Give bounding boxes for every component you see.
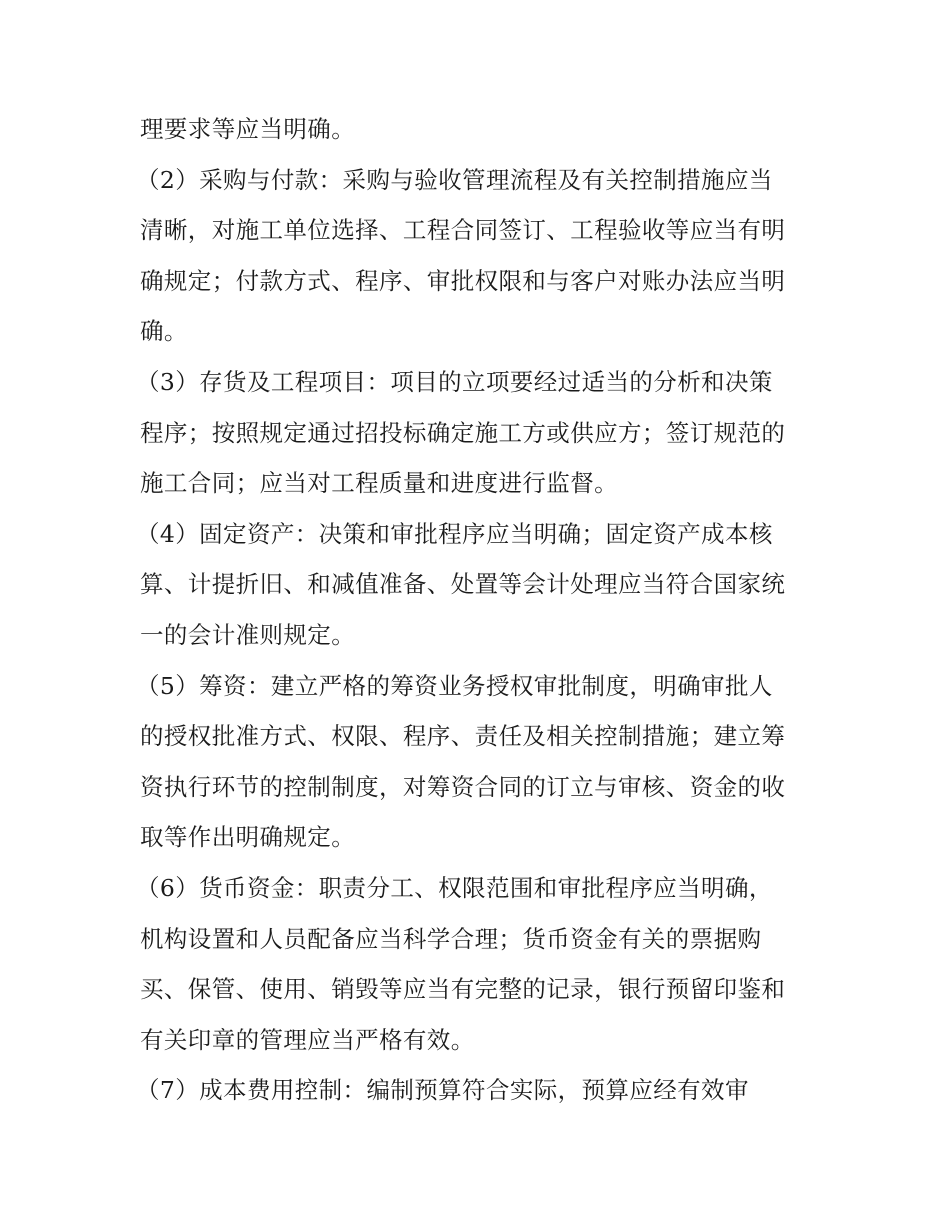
text-line: 取等作出明确规定。	[140, 823, 356, 852]
text-line: 确规定；付款方式、程序、审批权限和与客户对账办法应当明	[140, 266, 786, 295]
text-line: 一的会计准则规定。	[140, 620, 356, 649]
item-5-line: （5）筹资：建立严格的筹资业务授权审批制度，明确审批人	[136, 671, 773, 700]
text-line: 施工合同；应当对工程质量和进度进行监督。	[140, 469, 618, 498]
text-line: 算、计提折旧、和减值准备、处置等会计处理应当符合国家统	[140, 570, 786, 599]
text-line: 买、保管、使用、销毁等应当有完整的记录，银行预留印鉴和	[140, 975, 786, 1004]
text-line: 确。	[140, 317, 188, 346]
item-2-line: （2）采购与付款：采购与验收管理流程及有关控制措施应当	[136, 165, 773, 194]
document-body	[136, 104, 820, 1116]
text-line: 清晰，对施工单位选择、工程合同签订、工程验收等应当有明	[140, 216, 786, 245]
text-line: 机构设置和人员配备应当科学合理；货币资金有关的票据购	[140, 924, 762, 953]
text-line: 理要求等应当明确。	[140, 115, 356, 143]
item-7-line: （7）成本费用控制：编制预算符合实际，预算应经有效审	[136, 1076, 749, 1105]
text-line: 有关印章的管理应当严格有效。	[140, 1025, 475, 1054]
item-3-line: （3）存货及工程项目：项目的立项要经过适当的分析和决策	[136, 367, 773, 396]
item-4-line: （4）固定资产：决策和审批程序应当明确；固定资产成本核	[136, 519, 773, 548]
text-line: 资执行环节的控制制度，对筹资合同的订立与审核、资金的收	[140, 772, 786, 801]
text-line: 的授权批准方式、权限、程序、责任及相关控制措施；建立筹	[140, 722, 786, 751]
text-line: 程序；按照规定通过招投标确定施工方或供应方；签订规范的	[140, 418, 786, 447]
item-6-line: （6）货币资金：职责分工、权限范围和审批程序应当明确，	[136, 873, 773, 902]
